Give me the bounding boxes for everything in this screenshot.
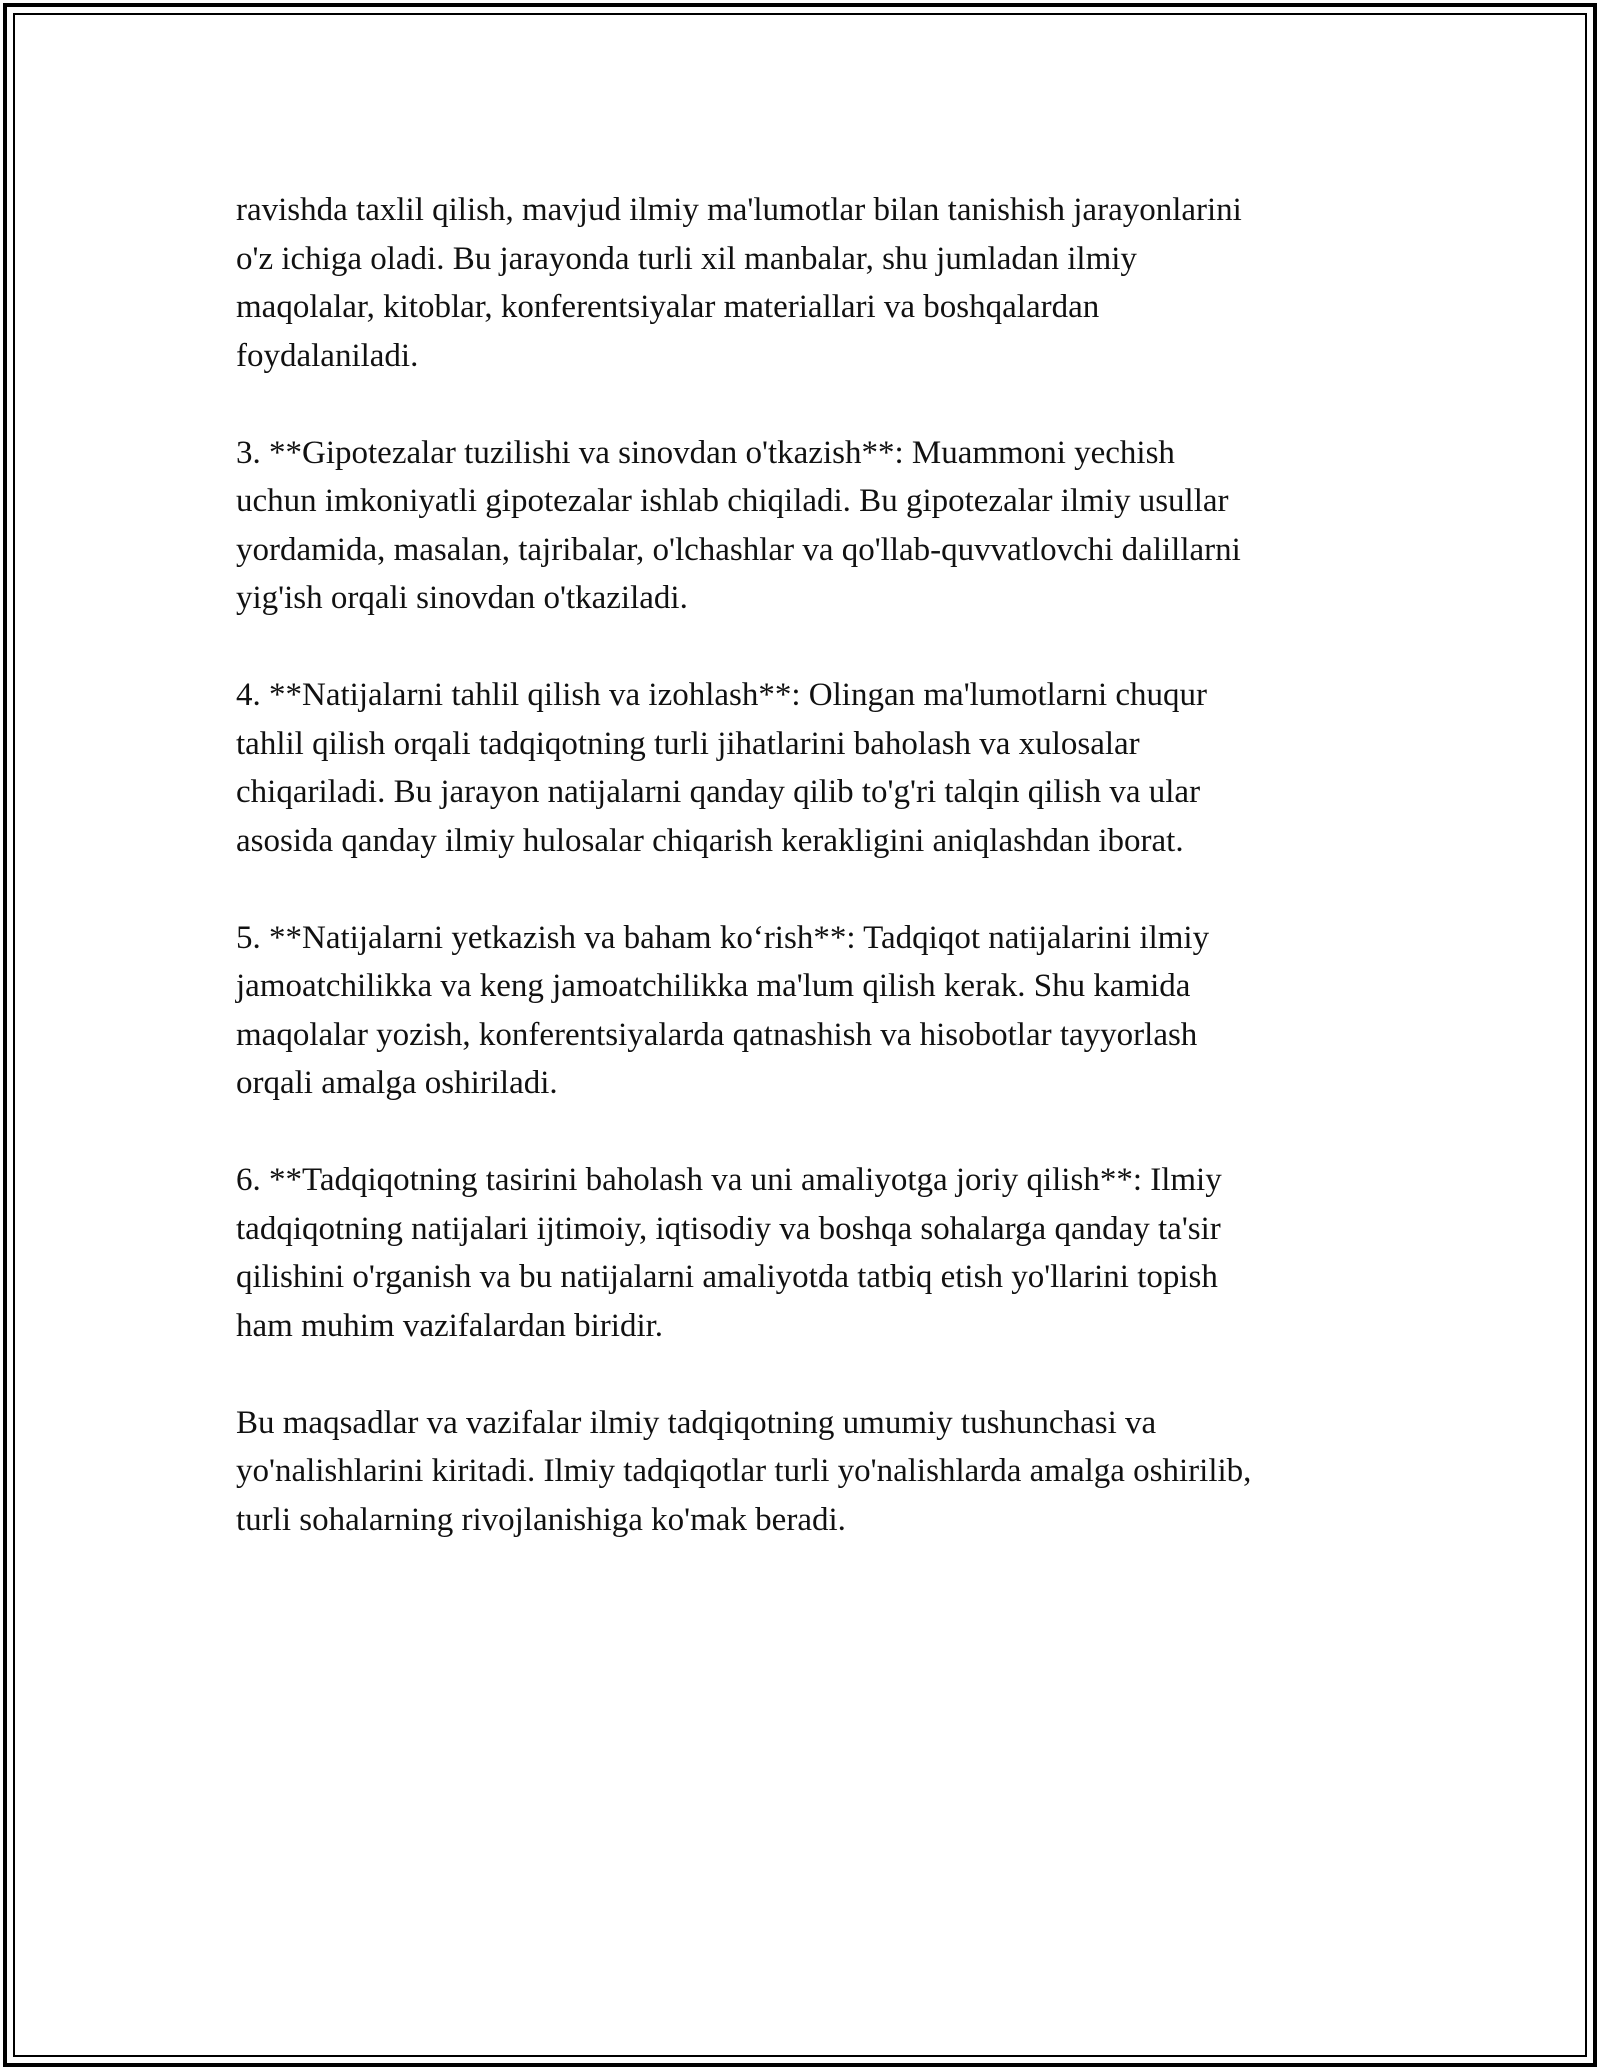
paragraph-item-3: 3. **Gipotezalar tuzilishi va sinovdan o'tkazish**: Muammoni yechish uchun imkoniyatli gipotezalar ishlab chiqiladi. Bu gipotezalar ilmiy usullar yordamida, masalan, tajribalar, o'lchashlar va qo'llab-quvvatlovchi dalillarni yig'ish orqali sinovdan o'tkaziladi. — [236, 434, 1241, 616]
paragraph-intro-continuation: ravishda taxlil qilish, mavjud ilmiy ma'lumotlar bilan tanishish jarayonlarini o'z ichiga oladi. Bu jarayonda turli xil manbalar, shu jumladan ilmiy maqolalar, kitoblar, konferentsiyalar materiallari va boshqalardan foydalaniladi. — [236, 192, 1242, 374]
paragraph-item-6: 6. **Tadqiqotning tasirini baholash va uni amaliyotga joriy qilish**: Ilmiy tadqiqotning natijalari ijtimoiy, iqtisodiy va boshqa sohalarga qanday ta'sir qilishini o'rganish va bu natijalarni amaliyotda tatbiq etish yo'llarini topish ham muhim vazifalardan biridir. — [236, 1162, 1222, 1344]
document-body — [236, 186, 1376, 1593]
paragraph-item-4: 4. **Natijalarni tahlil qilish va izohlash**: Olingan ma'lumotlarni chuqur tahlil qilish orqali tadqiqotning turli jihatlarini baholash va xulosalar chiqariladi. Bu jarayon natijalarni qanday qilib to'g'ri talqin qilish va ular asosida qanday ilmiy hulosalar chiqarish kerakligini aniqlashdan iborat. — [236, 677, 1208, 859]
paragraph-item-5: 5. **Natijalarni yetkazish va baham ko‘rish**: Tadqiqot natijalarini ilmiy jamoatchilikka va keng jamoatchilikka ma'lum qilish kerak. Shu kamida maqolalar yozish, konferentsiyalarda qatnashish va hisobotlar tayyorlash orqali amalga oshiriladi. — [236, 919, 1210, 1101]
paragraph-conclusion: Bu maqsadlar va vazifalar ilmiy tadqiqotning umumiy tushunchasi va yo'nalishlarini kiritadi. Ilmiy tadqiqotlar turli yo'nalishlarda amalga oshirilib, turli sohalarning rivojlanishiga ko'mak beradi. — [236, 1404, 1252, 1538]
